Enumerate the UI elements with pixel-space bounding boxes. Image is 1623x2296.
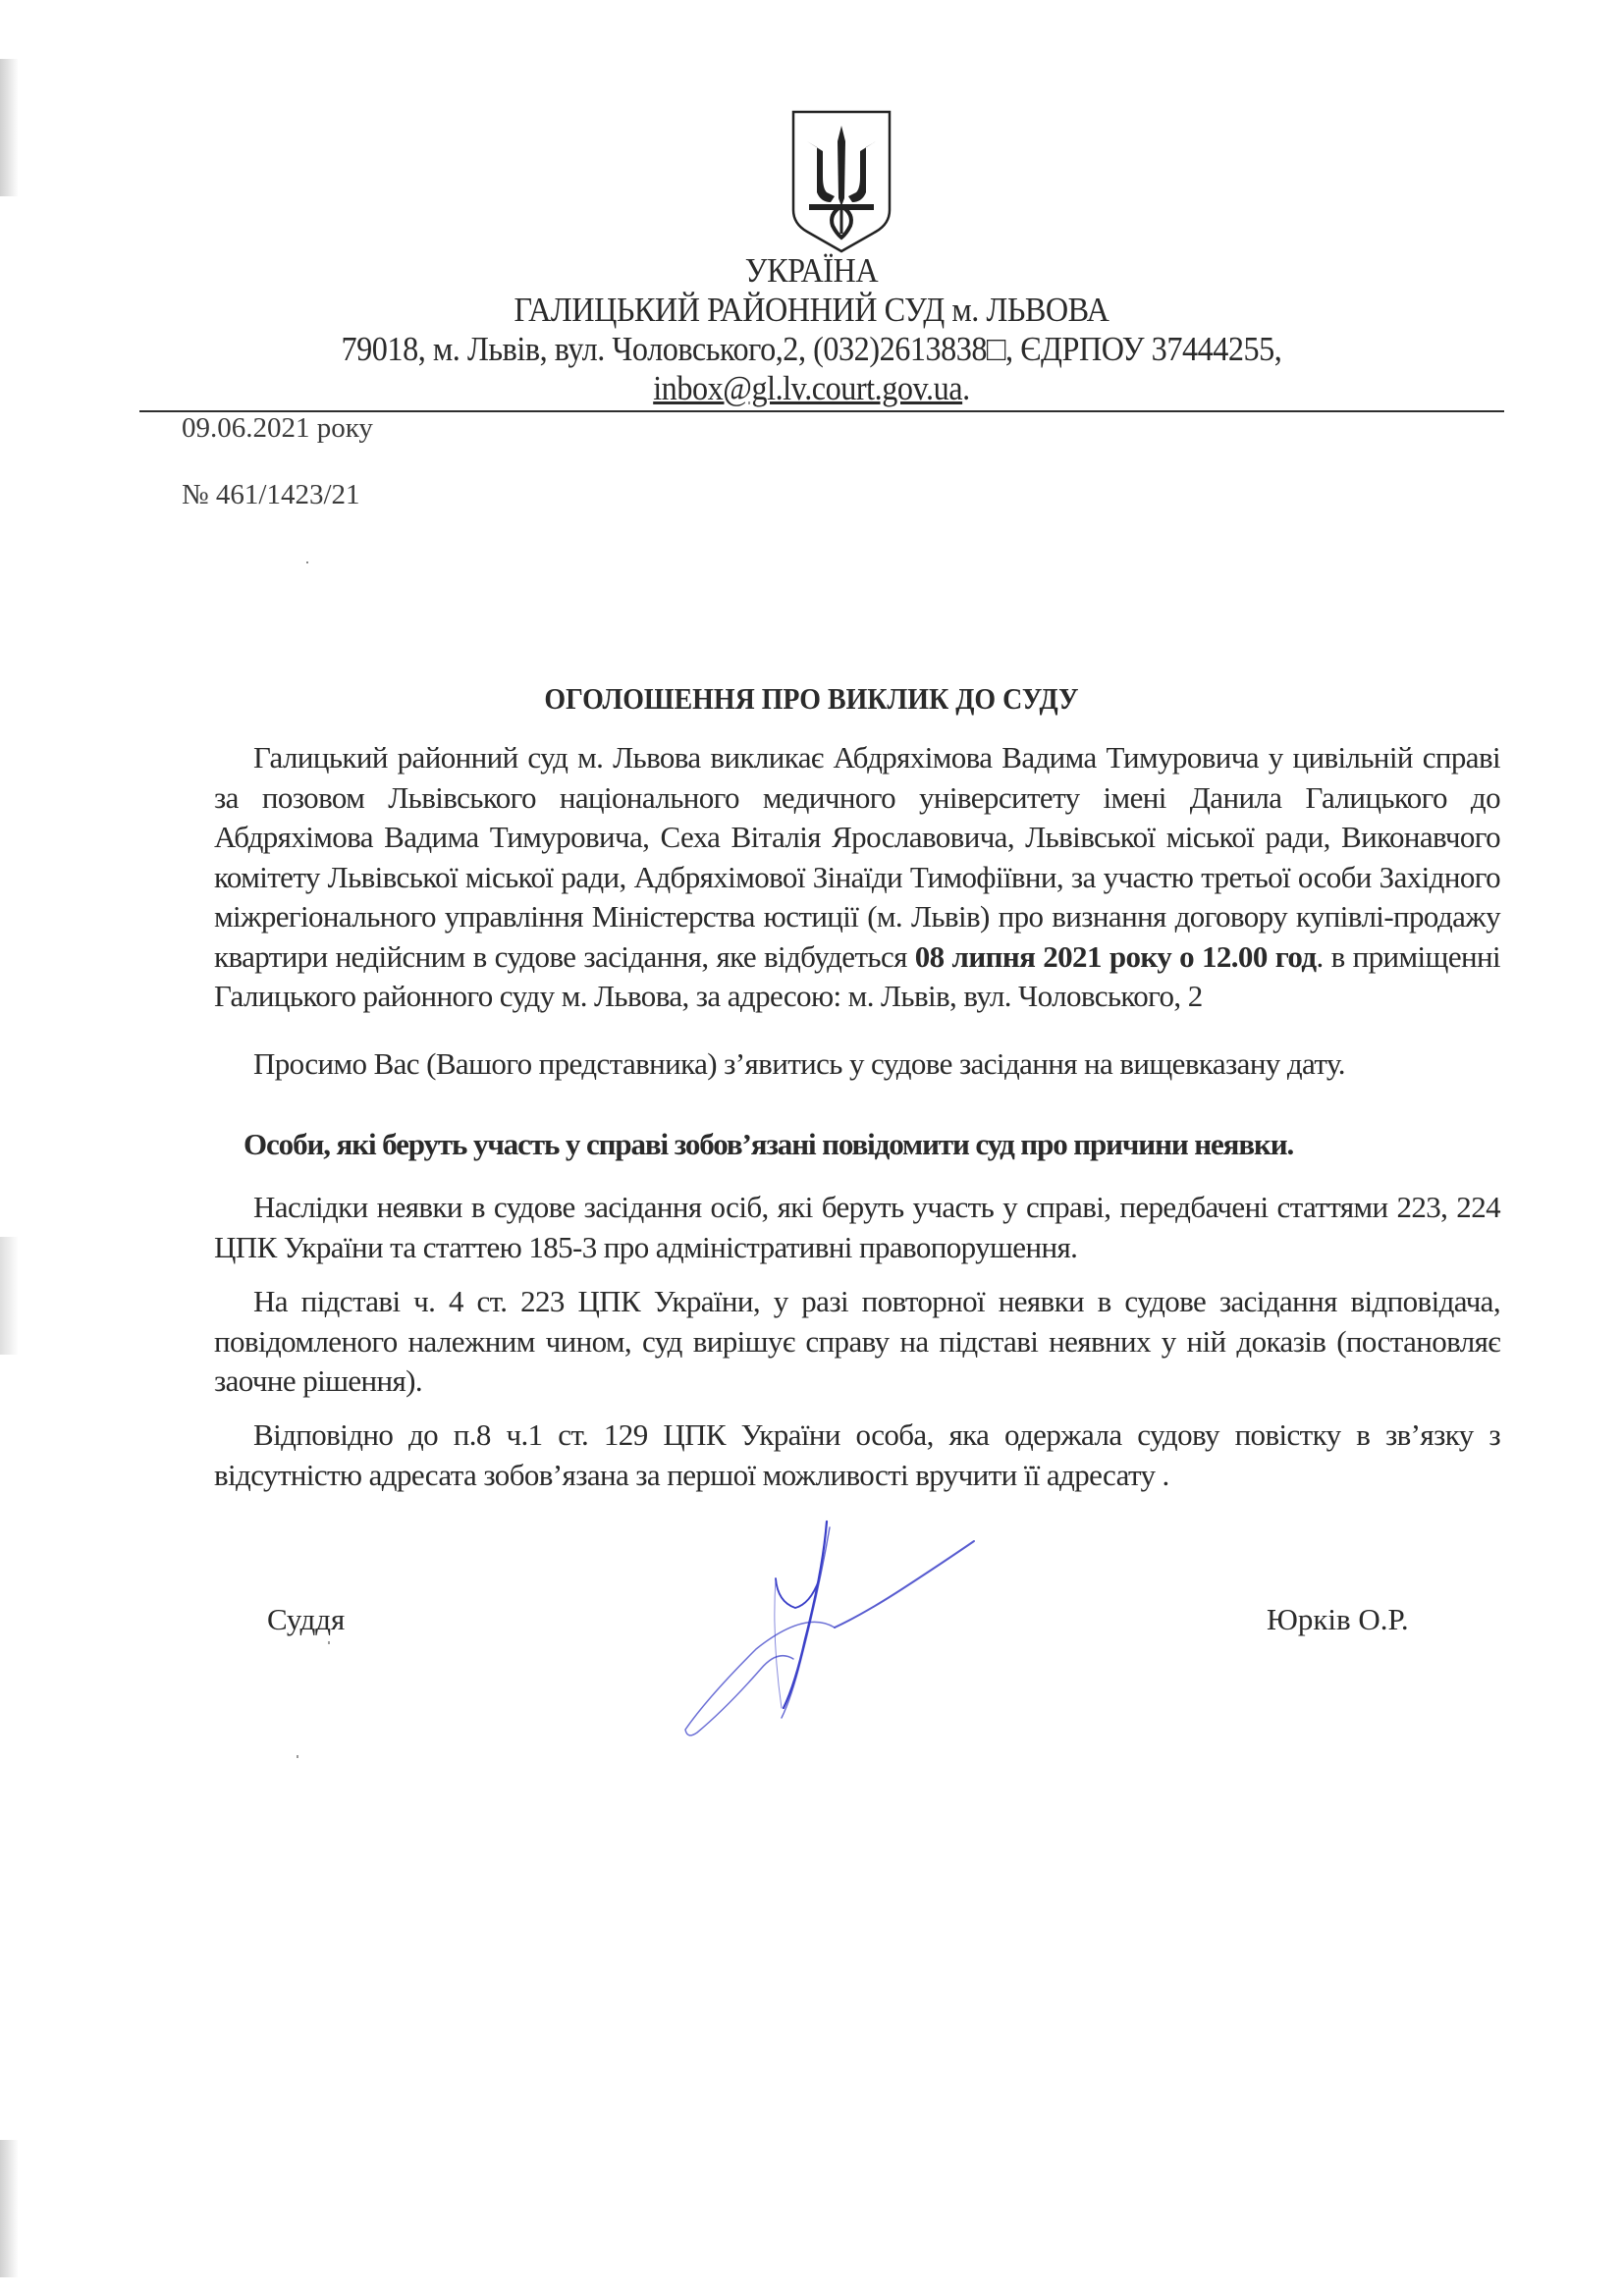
paragraph-default-judgment: На підставі ч. 4 ст. 223 ЦПК України, у разі повторної неявки в судове засідання відповідача, повідомленого належним чином, суд вирішує справу на підставі неявних у ній доказів (постановляє заочне рішення). <box>214 1284 1500 1398</box>
scan-speck <box>328 1641 330 1644</box>
paragraph-obligation: Особи, які беруть участь у справі зобов’язані повідомити суд про причини неявки. <box>243 1127 1294 1161</box>
court-address: 79018, м. Львів, вул. Чоловського,2, (032)2613838□, ЄДРПОУ 37444255, <box>341 330 1282 368</box>
summons-text-2: . в приміщенні Галицького районного суду м. Львова, за адресою: м. Львів, вул. Чоловського, 2 <box>214 938 1500 1013</box>
paragraph-delivery: Відповідно до п.8 ч.1 ст. 129 ЦПК України особа, яка одержала судову повістку в зв’язку з відсутністю адресата зобов’язана за першої можливості вручити її адресату . <box>214 1417 1500 1492</box>
hearing-datetime: 08 липня 2021 року о 12.00 год <box>914 938 1317 974</box>
country-name: УКРАЇНА <box>744 251 879 290</box>
trident-coat-of-arms-icon <box>787 108 895 255</box>
document-date: 09.06.2021 року <box>182 412 373 444</box>
scan-speck <box>297 1755 298 1758</box>
summons-text-1: Галицький районний суд м. Львова викликає Абдряхімова Вадима Тимуровича у цивільній справі за позовом Львівського національного медичного університету імені Данила Галицького до Абдряхімова Вадима Тимуровича, Сеха Віталія Ярославовича, Львівської міської ради, Виконавчого комітету Львівської міської ради, Адбряхімової Зінаїди Тимофіївни, за участю третьої особи Західного міжрегіонального управління Міністерства юстиції (м. Львів) про визнання договору купівлі-продажу квартири недійсним в судове засідання, яке відбудеться <box>214 740 1500 974</box>
scan-speck <box>306 561 308 563</box>
court-name: ГАЛИЦЬКИЙ РАЙОННИЙ СУД м. ЛЬВОВА <box>514 291 1109 329</box>
court-email-line <box>65 369 1558 408</box>
scan-edge-shadow-top <box>0 59 18 196</box>
document-title: ОГОЛОШЕННЯ ПРО ВИКЛИК ДО СУДУ <box>544 681 1079 716</box>
email-suffix: . <box>962 369 970 407</box>
scan-edge-shadow-bottom <box>0 2140 18 2277</box>
judge-name: Юрків О.Р. <box>1267 1602 1409 1636</box>
handwritten-signature-icon <box>609 1512 1041 1737</box>
paragraph-consequences: Наслідки неявки в судове засідання осіб, які беруть участь у справі, передбачені статтями 223, 224 ЦПК України та статтею 185-3 про адміністративні правопорушення. <box>214 1190 1500 1264</box>
judge-label: Суддя <box>267 1602 346 1636</box>
paragraph-summons <box>214 738 1500 1017</box>
scan-edge-shadow-mid <box>0 1237 18 1355</box>
court-email-link[interactable]: inbox@gl.lv.court.gov.ua <box>653 369 963 407</box>
paragraph-request: Просимо Вас (Вашого представника) з’явитись у судове засідання на вищевказану дату. <box>253 1046 1345 1081</box>
document-number: № 461/1423/21 <box>182 479 360 510</box>
